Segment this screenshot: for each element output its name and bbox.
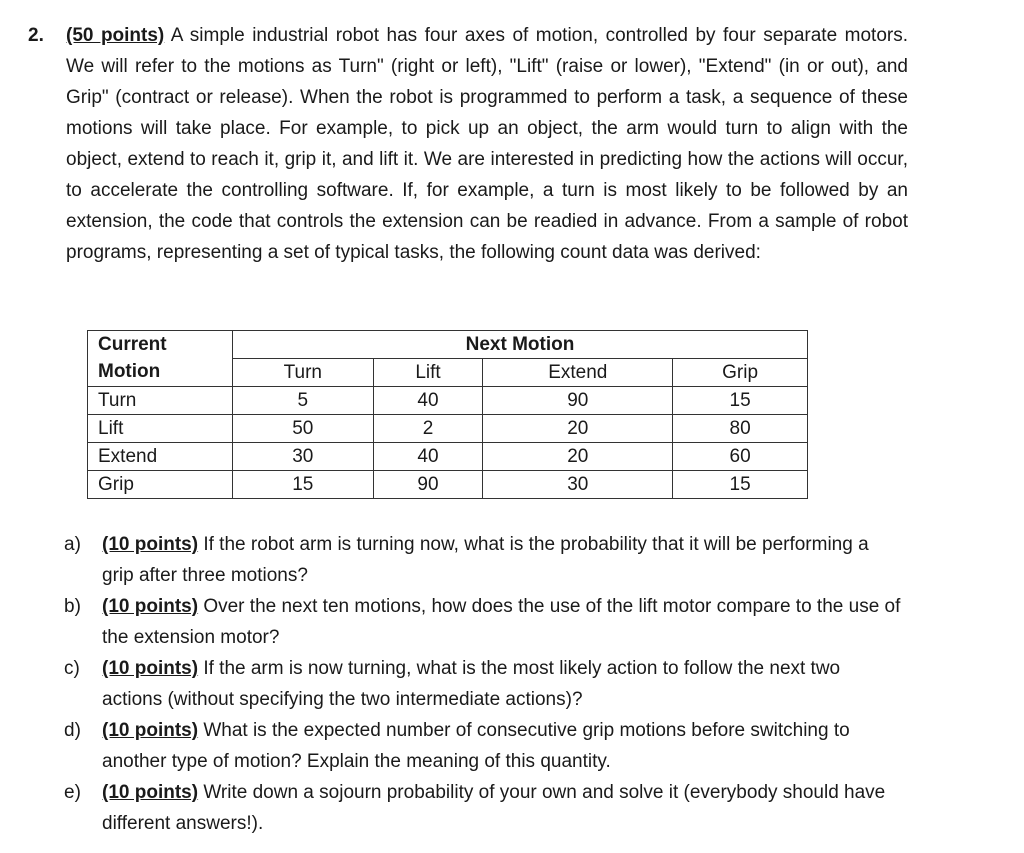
question-points: (10 points) <box>102 720 199 741</box>
table-cell: 15 <box>673 471 808 499</box>
row-label: Lift <box>88 415 233 443</box>
question-letter: a) <box>64 534 81 555</box>
question-points: (10 points) <box>102 782 199 803</box>
question-points: (10 points) <box>102 596 199 617</box>
question-letter: c) <box>64 658 80 679</box>
table-cell: 5 <box>233 387 374 415</box>
table-cell: 40 <box>373 443 483 471</box>
problem-statement <box>28 20 908 268</box>
column-header: Grip <box>673 359 808 387</box>
table-row <box>88 387 808 415</box>
column-header: Lift <box>373 359 483 387</box>
count-data-table <box>87 330 808 499</box>
table-cell: 20 <box>483 415 673 443</box>
table-cell: 15 <box>233 471 374 499</box>
row-label: Extend <box>88 443 233 471</box>
question-letter: d) <box>64 720 81 741</box>
table-cell: 15 <box>673 387 808 415</box>
question-list <box>64 529 904 839</box>
question-text: If the arm is now turning, what is the most likely action to follow the next two actions (without specifying the two intermediate actions)? <box>102 658 841 710</box>
question-item <box>64 653 904 715</box>
next-motion-header: Next Motion <box>233 331 808 359</box>
table-cell: 2 <box>373 415 483 443</box>
table-cell: 60 <box>673 443 808 471</box>
problem-body: A simple industrial robot has four axes of motion, controlled by four separate motors. We will refer to the motions as Turn" (right or left), "Lift" (raise or lower), "Extend" (in or out), and Grip" (contract or release). When the robot is programmed to perform a task, a sequence of these motions will take place. For example, to pick up an object, the arm would turn to align with the object, extend to reach it, grip it, and lift it. We are interested in predicting how the actions will occur, to accelerate the controlling software. If, for example, a turn is most likely to be followed by an extension, the code that controls the extension can be readied in advance. From a sample of robot programs, representing a set of typical tasks, the following count data was derived: <box>66 25 908 263</box>
table-header-row <box>88 331 808 359</box>
table-cell: 30 <box>483 471 673 499</box>
question-letter: b) <box>64 596 81 617</box>
question-text: Over the next ten motions, how does the use of the lift motor compare to the use of the extension motor? <box>102 596 901 648</box>
table-cell: 80 <box>673 415 808 443</box>
problem-points: (50 points) <box>66 25 165 46</box>
question-points: (10 points) <box>102 658 199 679</box>
question-item <box>64 777 904 839</box>
table-row <box>88 471 808 499</box>
row-label: Turn <box>88 387 233 415</box>
table-cell: 90 <box>483 387 673 415</box>
table-cell: 40 <box>373 387 483 415</box>
question-item <box>64 591 904 653</box>
corner-header-motion: Motion <box>88 359 233 387</box>
question-text: What is the expected number of consecutive grip motions before switching to another type of motion? Explain the meaning of this quantity. <box>102 720 850 772</box>
table-row <box>88 415 808 443</box>
table-cell: 50 <box>233 415 374 443</box>
column-header: Extend <box>483 359 673 387</box>
problem-text <box>66 20 908 268</box>
problem-number: 2. <box>28 25 44 46</box>
table-row <box>88 443 808 471</box>
column-header: Turn <box>233 359 374 387</box>
row-label: Grip <box>88 471 233 499</box>
question-text: Write down a sojourn probability of your own and solve it (everybody should have different answers!). <box>102 782 886 834</box>
question-points: (10 points) <box>102 534 199 555</box>
table-cell: 90 <box>373 471 483 499</box>
question-item <box>64 715 904 777</box>
table-cell: 30 <box>233 443 374 471</box>
question-item <box>64 529 904 591</box>
question-letter: e) <box>64 782 81 803</box>
table-cell: 20 <box>483 443 673 471</box>
corner-header-current: Current <box>88 331 233 359</box>
question-text: If the robot arm is turning now, what is the probability that it will be performing a grip after three motions? <box>102 534 869 586</box>
table-subheader-row <box>88 359 808 387</box>
